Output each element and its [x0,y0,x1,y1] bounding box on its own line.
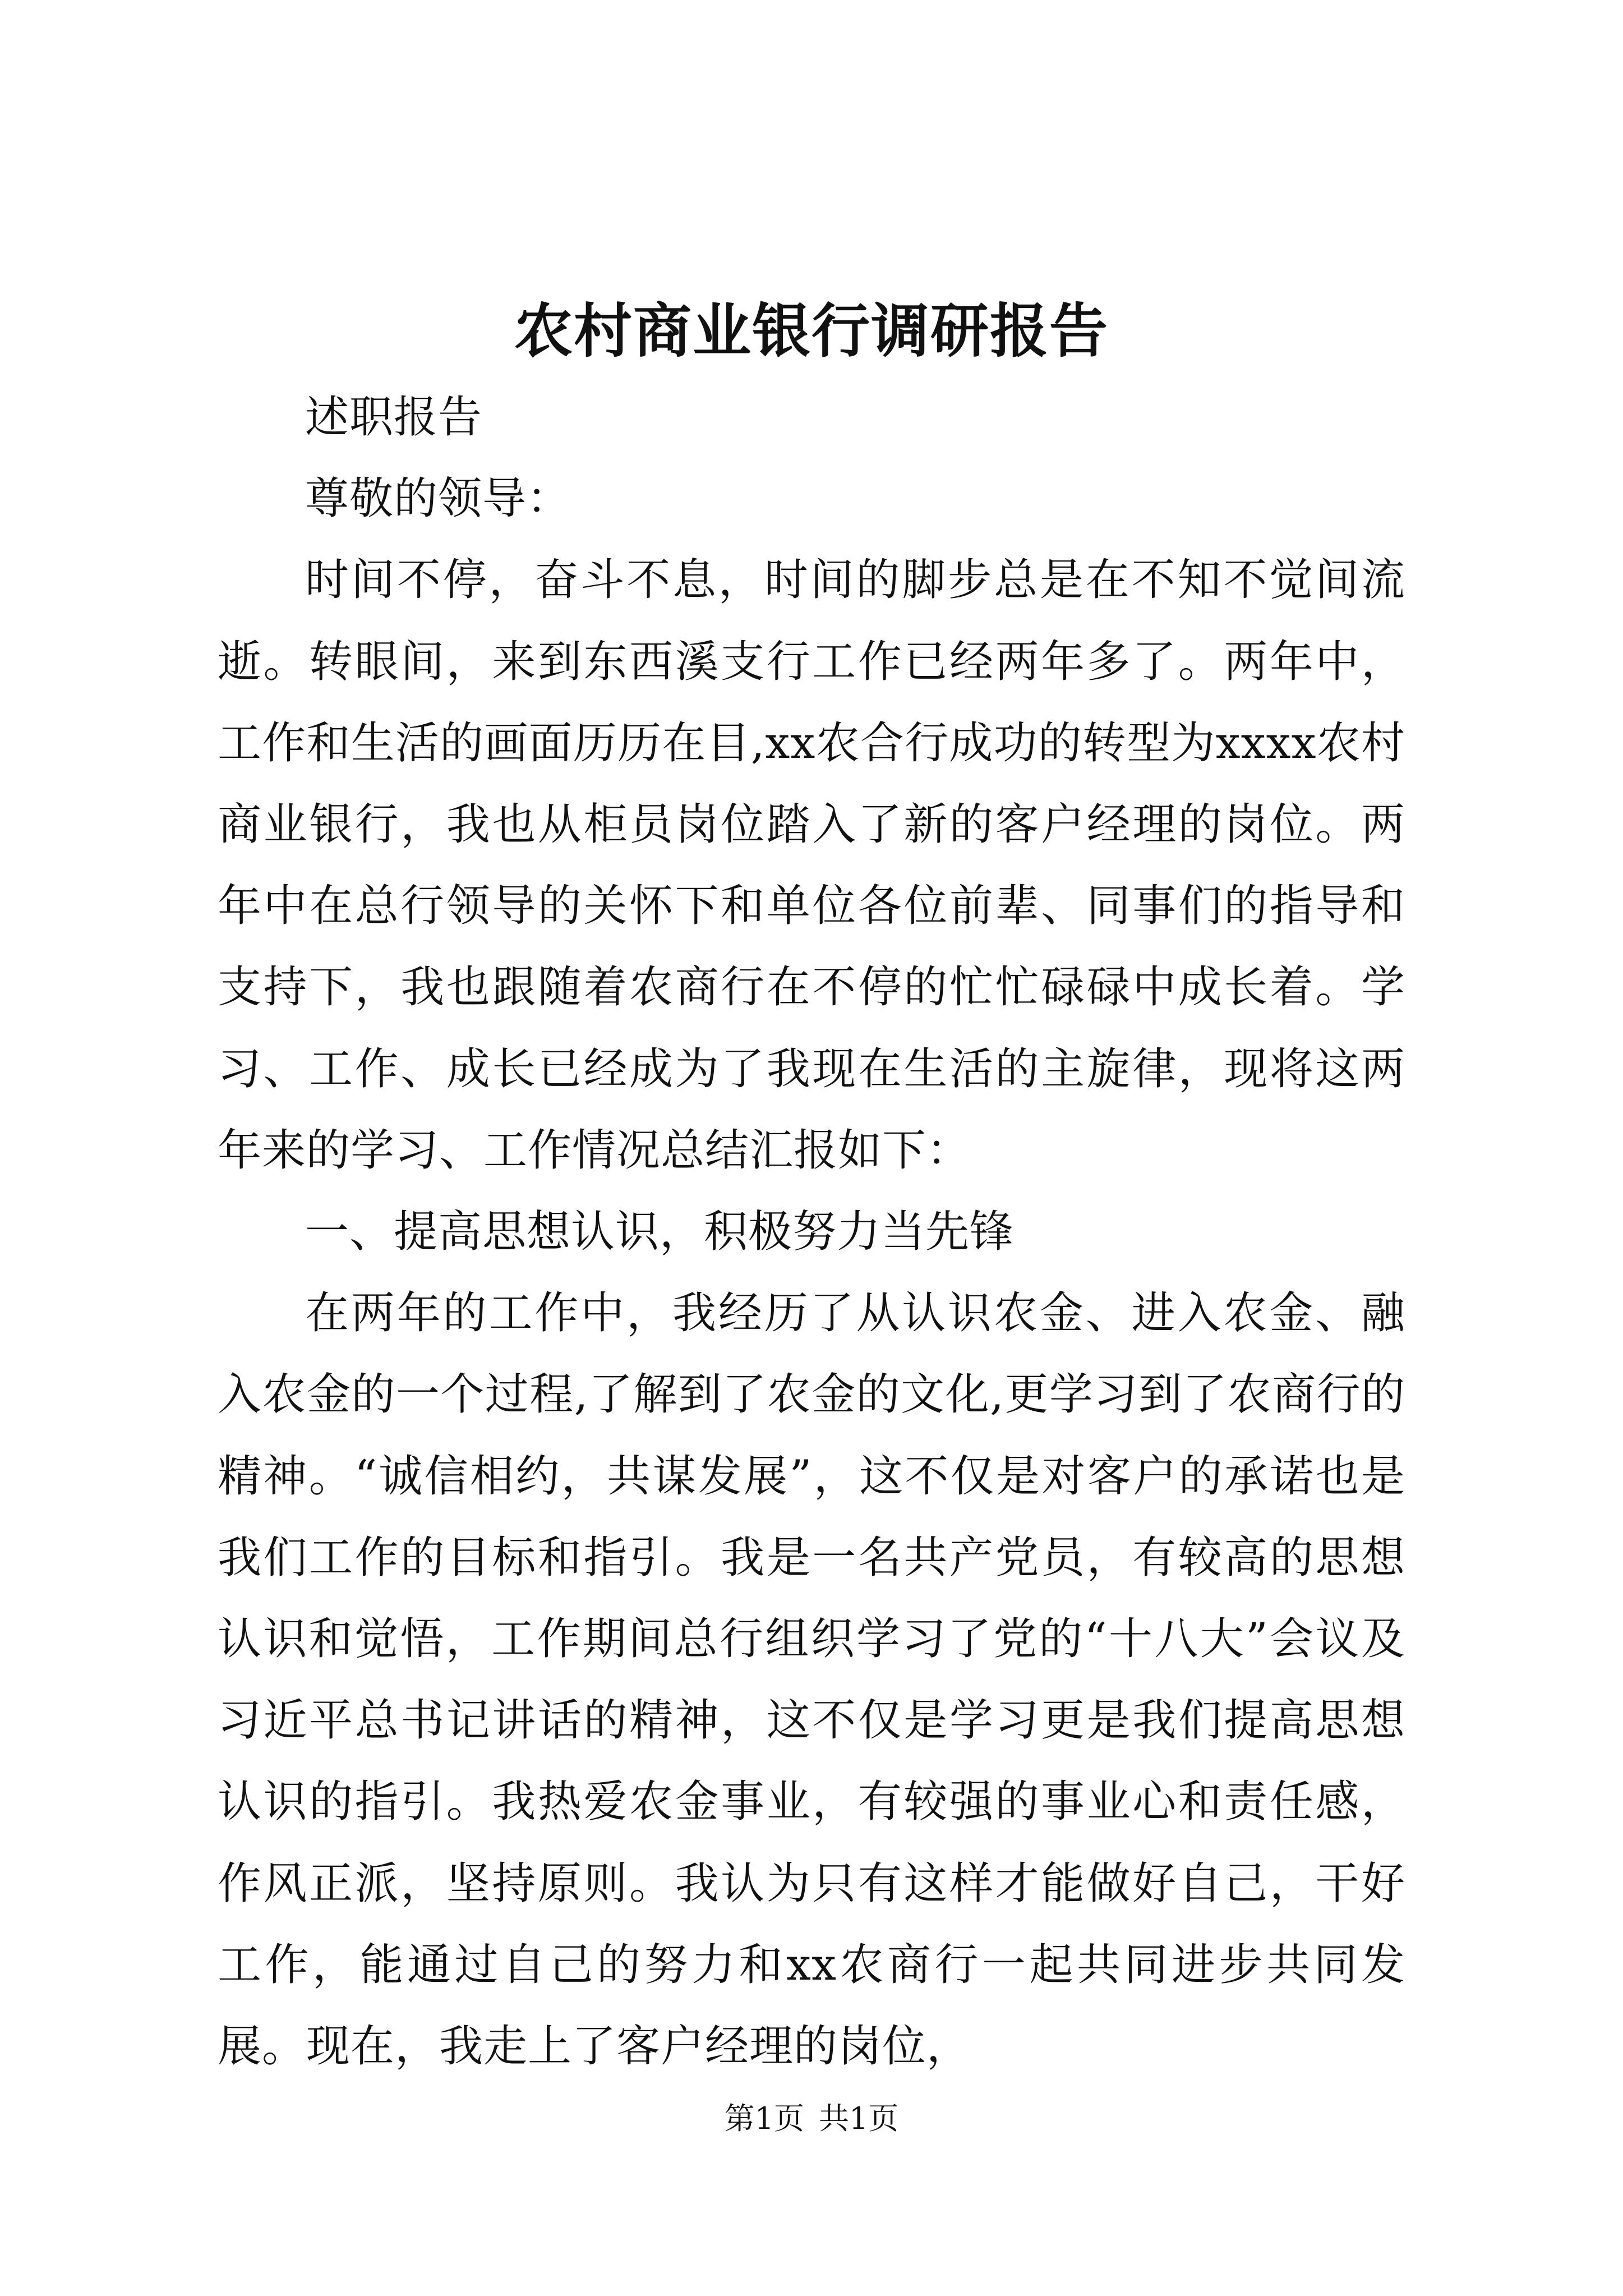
paragraph-section-1: 在两年的工作中，我经历了从认识农金、进入农金、融入农金的一个过程,了解到了农金的文化,更学习到了农商行的精神。“诚信相约，共谋发展”，这不仅是对客户的承诺也是我们工作的目标和指引。我是一名共产党员，有较高的思想认识和觉悟，工作期间总行组织学习了党的“十八大”会议及习近平总书记讲话的精神，这不仅是学习更是我们提高思想认识的指引。我热爱农金事业，有较强的事业心和责任感，作风正派，坚持原则。我认为只有这样才能做好自己，干好工作，能通过自己的努力和xx农商行一起共同进步共同发展。现在，我走上了客户经理的岗位， [218,1288,1405,2072]
section-heading-1: 一、提高思想认识，积极努力当先锋 [305,1207,1015,1258]
page-number: 第1页 [724,2101,804,2136]
paragraph-intro: 时间不停，奋斗不息，时间的脚步总是在不知不觉间流逝。转眼间，来到东西溪支行工作已经两年多了。两年中，工作和生活的画面历历在目,xx农合行成功的转型为xxxx农村商业银行，我也从柜员岗位踏入了新的客户经理的岗位。两年中在总行领导的关怀下和单位各位前辈、同事们的指导和支持下，我也跟随着农商行在不停的忙忙碌碌中成长着。学习、工作、成长已经成为了我现在生活的主旋律，现将这两年来的学习、工作情况总结汇报如下： [218,555,1405,1176]
document-title: 农村商业银行调研报告 [514,296,1109,365]
page-footer [0,2099,1623,2138]
paragraph-salutation: 尊敬的领导： [305,473,571,524]
document-body [218,377,1405,2087]
paragraph-heading-label: 述职报告 [305,392,483,443]
page-total: 共1页 [819,2101,899,2136]
